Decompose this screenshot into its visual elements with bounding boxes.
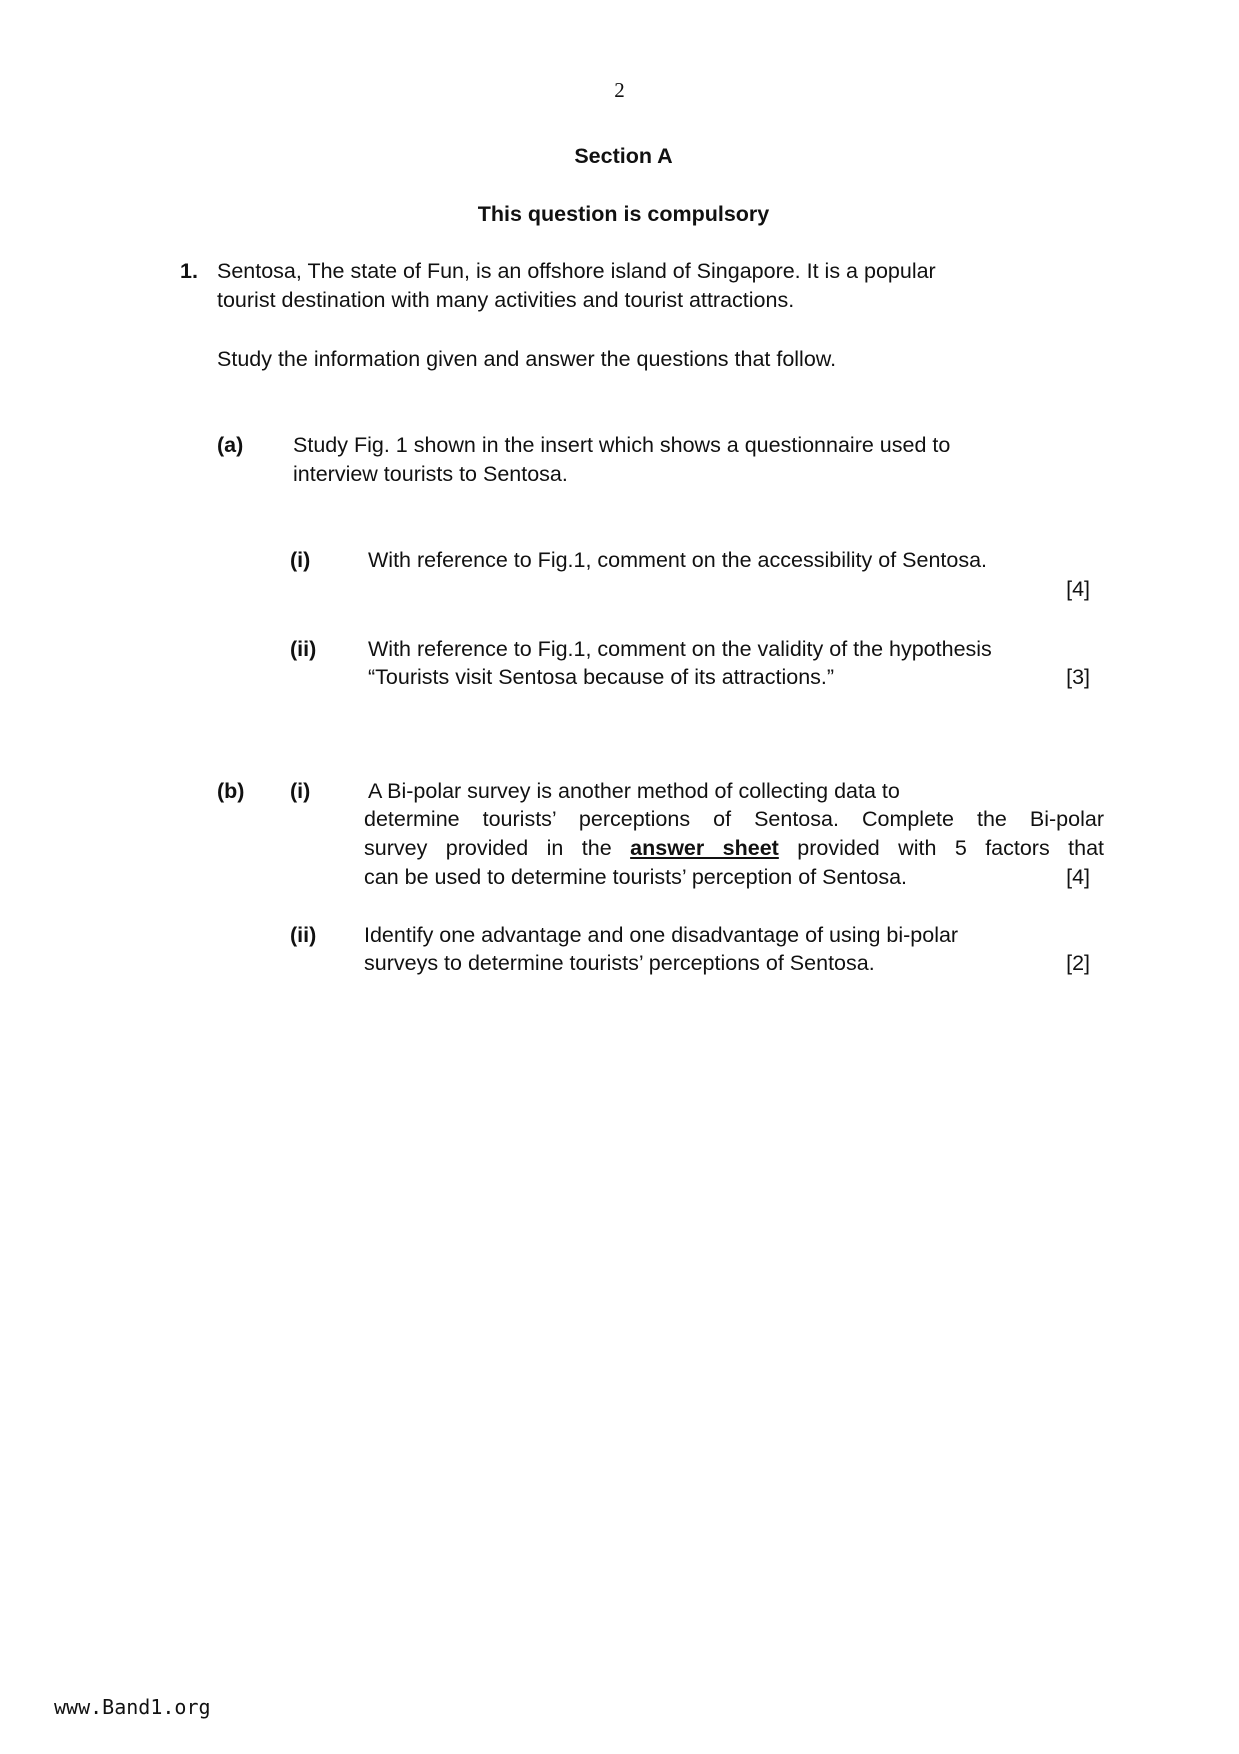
- part-b-ii-marks: [2]: [1066, 951, 1090, 975]
- part-b-label: (b): [217, 779, 245, 803]
- part-b-i-text: determine tourists’ perceptions of Sentosa. Complete the Bi-polar: [364, 807, 1104, 831]
- part-b-ii-text: Identify one advantage and one disadvantage of using bi-polar: [364, 923, 959, 947]
- part-b-i-text: can be used to determine tourists’ perception of Sentosa.: [364, 865, 908, 889]
- part-a-label: (a): [217, 433, 244, 457]
- question-number: 1.: [180, 259, 198, 283]
- part-b-i-text: [364, 838, 1104, 860]
- section-title: Section A: [574, 144, 673, 168]
- intro-line: Sentosa, The state of Fun, is an offshore island of Singapore. It is a popular: [217, 259, 936, 283]
- part-a-i-text: With reference to Fig.1, comment on the accessibility of Sentosa.: [368, 548, 988, 572]
- part-a-i-marks: [4]: [1066, 577, 1090, 601]
- text: provided with 5 factors that: [797, 836, 1105, 860]
- text: survey provided in the: [364, 836, 612, 860]
- answer-sheet-reference: answer sheet: [630, 836, 779, 860]
- part-b-i-marks: [4]: [1066, 865, 1090, 889]
- part-a-ii-text: With reference to Fig.1, comment on the validity of the hypothesis: [368, 637, 992, 661]
- instruction: Study the information given and answer the questions that follow.: [217, 347, 837, 371]
- page-number: 2: [614, 78, 625, 102]
- section-subtitle: This question is compulsory: [477, 202, 770, 226]
- part-a-ii-label: (ii): [290, 637, 317, 661]
- part-a-ii-marks: [3]: [1066, 665, 1090, 689]
- part-a-i-label: (i): [290, 548, 311, 572]
- part-b-i-label: (i): [290, 779, 311, 803]
- part-a-text: Study Fig. 1 shown in the insert which shows a questionnaire used to: [293, 433, 951, 457]
- part-a-ii-text: “Tourists visit Sentosa because of its attractions.”: [368, 665, 835, 689]
- footer-watermark: www.Band1.org: [54, 1695, 211, 1719]
- part-b-ii-text: surveys to determine tourists’ perceptions of Sentosa.: [364, 951, 875, 975]
- intro-line: tourist destination with many activities and tourist attractions.: [217, 288, 795, 312]
- part-a-text: interview tourists to Sentosa.: [293, 462, 568, 486]
- part-b-i-text: A Bi-polar survey is another method of collecting data to: [368, 779, 900, 803]
- part-b-ii-label: (ii): [290, 923, 317, 947]
